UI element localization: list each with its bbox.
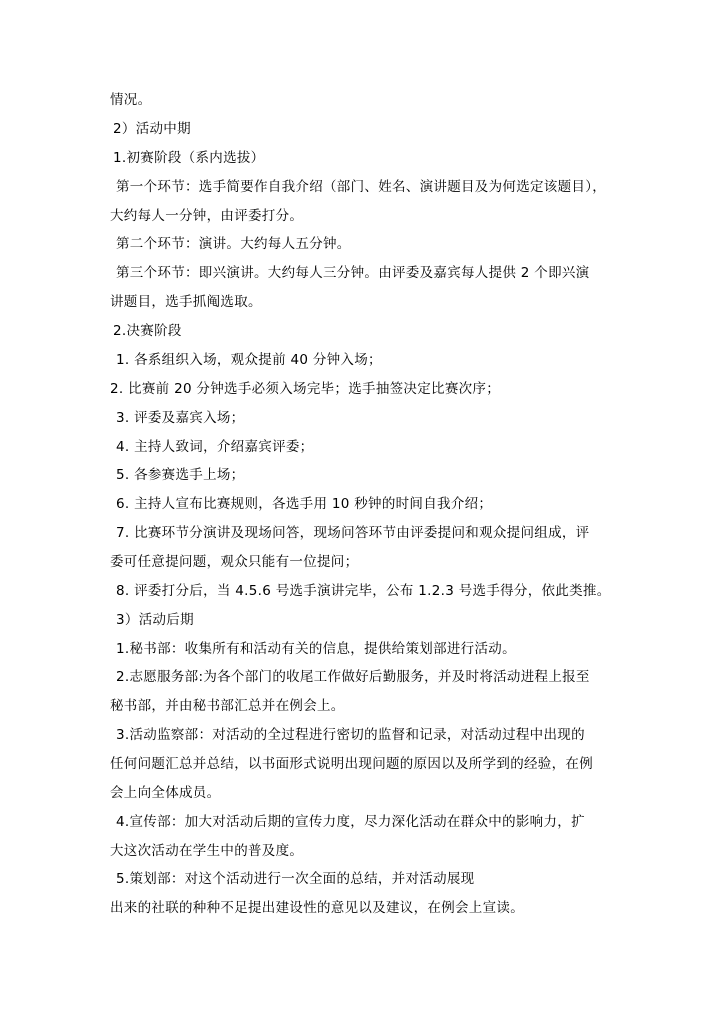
text-line: 委可任意提问题，观众只能有一位提问；	[110, 554, 359, 570]
text-line: 第一个环节：选手简要作自我介绍（部门、姓名、演讲题目及为何选定该题目），	[116, 179, 607, 195]
text-line: 2. 比赛前 20 分钟选手必须入场完毕；选手抽签决定比赛次序；	[110, 381, 501, 397]
text-line: 会上向全体成员。	[110, 785, 221, 801]
text-line: 1. 各系组织入场，观众提前 40 分钟入场；	[116, 352, 382, 368]
text-line: 第二个环节：演讲。大约每人五分钟。	[116, 236, 351, 252]
text-line: 第三个环节：即兴演讲。大约每人三分钟。由评委及嘉宾每人提供 2 个即兴演	[116, 265, 590, 281]
text-line: 3.活动监察部：对活动的全过程进行密切的监督和记录，对活动过程中出现的	[116, 727, 585, 743]
text-line: 2.决赛阶段	[113, 323, 182, 339]
text-line: 秘书部，并由秘书部汇总并在例会上。	[110, 698, 345, 714]
text-line: 5.策划部：对这个活动进行一次全面的总结，并对活动展现	[116, 871, 475, 887]
text-line: 3. 评委及嘉宾入场；	[116, 410, 245, 426]
text-line: 大约每人一分钟，由评委打分。	[110, 208, 304, 224]
text-line: 6. 主持人宣布比赛规则，各选手用 10 秒钟的时间自我介绍；	[116, 496, 493, 512]
text-line: 5. 各参赛选手上场；	[116, 467, 245, 483]
text-line: 出来的社联的种种不足提出建设性的意见以及建议，在例会上宣读。	[110, 900, 524, 916]
text-line: 1.秘书部：收集所有和活动有关的信息，提供给策划部进行活动。	[116, 641, 516, 657]
text-line: 2）活动中期	[113, 121, 191, 137]
text-line: 大这次活动在学生中的普及度。	[110, 843, 304, 859]
text-line: 4.宣传部：加大对活动后期的宣传力度，尽力深化活动在群众中的影响力，扩	[116, 814, 585, 830]
text-line: 4. 主持人致词，介绍嘉宾评委；	[116, 439, 314, 455]
text-line: 3）活动后期	[116, 612, 194, 628]
text-line: 7. 比赛环节分演讲及现场问答，现场问答环节由评委提问和观众提问组成，评	[116, 525, 590, 541]
text-line: 1.初赛阶段（系内选拔）	[113, 150, 265, 166]
text-line: 2.志愿服务部:为各个部门的收尾工作做好后勤服务，并及时将活动进程上报至	[116, 669, 590, 685]
text-line: 讲题目，选手抓阄选取。	[110, 294, 262, 310]
text-line: 情况。	[110, 92, 152, 108]
text-line: 任何问题汇总并总结，以书面形式说明出现问题的原因以及所学到的经验，在例	[110, 756, 593, 772]
text-line: 8. 评委打分后，当 4.5.6 号选手演讲完毕，公布 1.2.3 号选手得分，依此类推。	[116, 583, 611, 599]
